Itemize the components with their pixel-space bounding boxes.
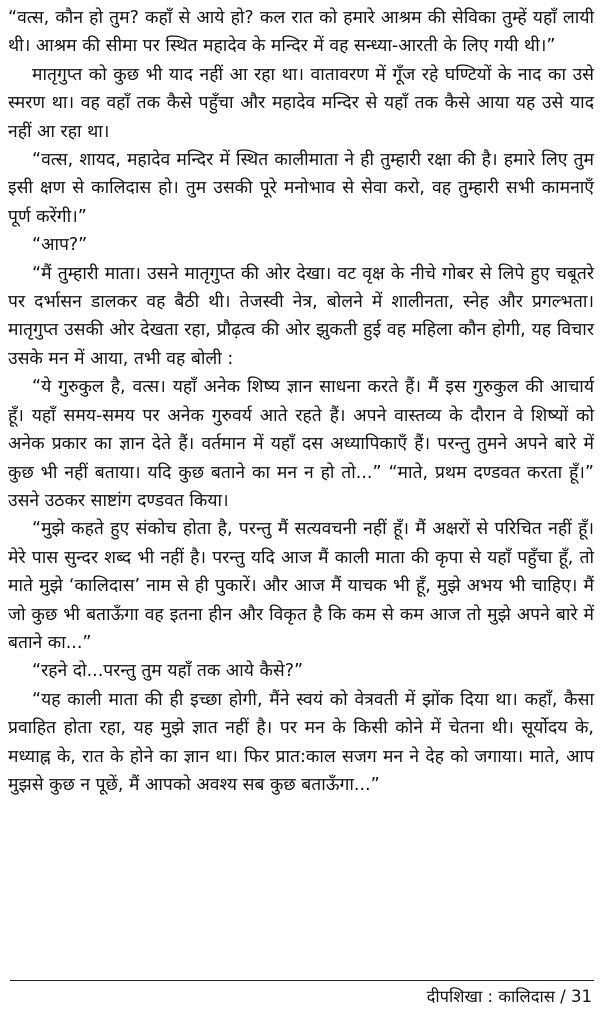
footer-book-title: दीपशिखा: [426, 987, 483, 1006]
page-number: 31: [571, 987, 592, 1006]
footer-separator: :: [482, 987, 499, 1006]
paragraph-4: “आप?”: [32, 235, 88, 256]
page-footer: [0, 980, 600, 1014]
paragraph-5: “मैं तुम्हारी माता। उसने मातृगुप्त की ओर देखा। वट वृक्ष के नीचे गोबर से लिपे हुए चबूतरे पर दर्भासन डालकर वह बैठी थी। तेजस्वी नेत्र, बोलने में शालीनता, स्नेह और प्रगल्भता। मातृगुप्त उसकी ओर देखता रहा, प्रौढ़त्व की ओर झुकती हुई वह महिला कौन होगी, यह विचार उसके मन में आया, तभी वह बोली :: [8, 263, 594, 369]
paragraph-3: “वत्स, शायद, महादेव मन्दिर में स्थित कालीमाता ने ही तुम्हारी रक्षा की है। हमारे लिए तुम इसी क्षण से कालिदास हो। तुम उसकी पूरे मनोभाव से सेवा करो, वह तुम्हारी सभी कामनाएँ पूर्ण करेंगी।”: [8, 150, 594, 227]
footer-chapter-title: कालिदास: [498, 987, 555, 1006]
page-body-text: [8, 4, 594, 799]
paragraph-1: “वत्स, कौन हो तुम? कहाँ से आये हो? कल रात को हमारे आश्रम की सेविका तुम्हें यहाँ लायी थी। आश्रम की सीमा पर स्थित महादेव के मन्दिर में वह सन्ध्या-आरती के लिए गयी थी।”: [8, 8, 594, 57]
paragraph-9: “यह काली माता की ही इच्छा होगी, मैंने स्वयं को वेत्रवती में झोंक दिया था। कहाँ, कैसा प्रवाहित होता रहा, यह मुझे ज्ञात नहीं है। पर मन के किसी कोने में चेतना थी। सूर्योदय के, मध्याह्न के, रात के होने का ज्ञान था। फिर प्रात:काल सजग मन ने देह को जगाया। माते, आप मुझसे कुछ न पूछें, मैं आपको अवश्य सब कुछ बताऊँगा...”: [8, 689, 594, 795]
footer-divider: [10, 980, 594, 981]
paragraph-8: “रहने दो...परन्तु तुम यहाँ तक आये कैसे?”: [32, 661, 304, 682]
paragraph-6: “ये गुरुकुल है, वत्स। यहाँ अनेक शिष्य ज्ञान साधना करते हैं। मैं इस गुरुकुल की आचार्य हूँ। यहाँ समय-समय पर अनेक गुरुवर्य आते रहते हैं। अपने वास्तव्य के दौरान वे शिष्यों को अनेक प्रकार का ज्ञान देते हैं। वर्तमान में यहाँ दस अध्यापिकाएँ हैं। परन्तु तुमने अपने बारे में कुछ भी नहीं बताया। यदि कुछ बताने का मन न हो तो...” “माते, प्रथम दण्डवत करता हूँ।” उसने उठकर साष्टांग दण्डवत किया।: [8, 377, 594, 511]
paragraph-2: मातृगुप्त को कुछ भी याद नहीं आ रहा था। वातावरण में गूँज रहे घण्टियों के नाद का उसे स्मरण था। वह वहाँ तक कैसे पहुँचा और महादेव मन्दिर से यहाँ तक कैसे आया यह उसे याद नहीं आ रहा था।: [8, 64, 594, 142]
running-footer: [427, 986, 592, 1008]
footer-page-separator: /: [554, 987, 571, 1006]
paragraph-7: “मुझे कहते हुए संकोच होता है, परन्तु मैं सत्यवचनी नहीं हूँ। मैं अक्षरों से परिचित नहीं हूँ। मेरे पास सुन्दर शब्द भी नहीं है। परन्तु यदि आज मैं काली माता की कृपा से यहाँ पहुँचा हूँ, तो माते मुझे ‘कालिदास’ नाम से ही पुकारें। और आज मैं याचक भी हूँ, मुझे अभय भी चाहिए। मैं जो कुछ भी बताऊँगा वह इतना हीन और विकृत है कि कम से कम आज तो मुझे अपने बारे में बताने का...”: [8, 519, 594, 653]
